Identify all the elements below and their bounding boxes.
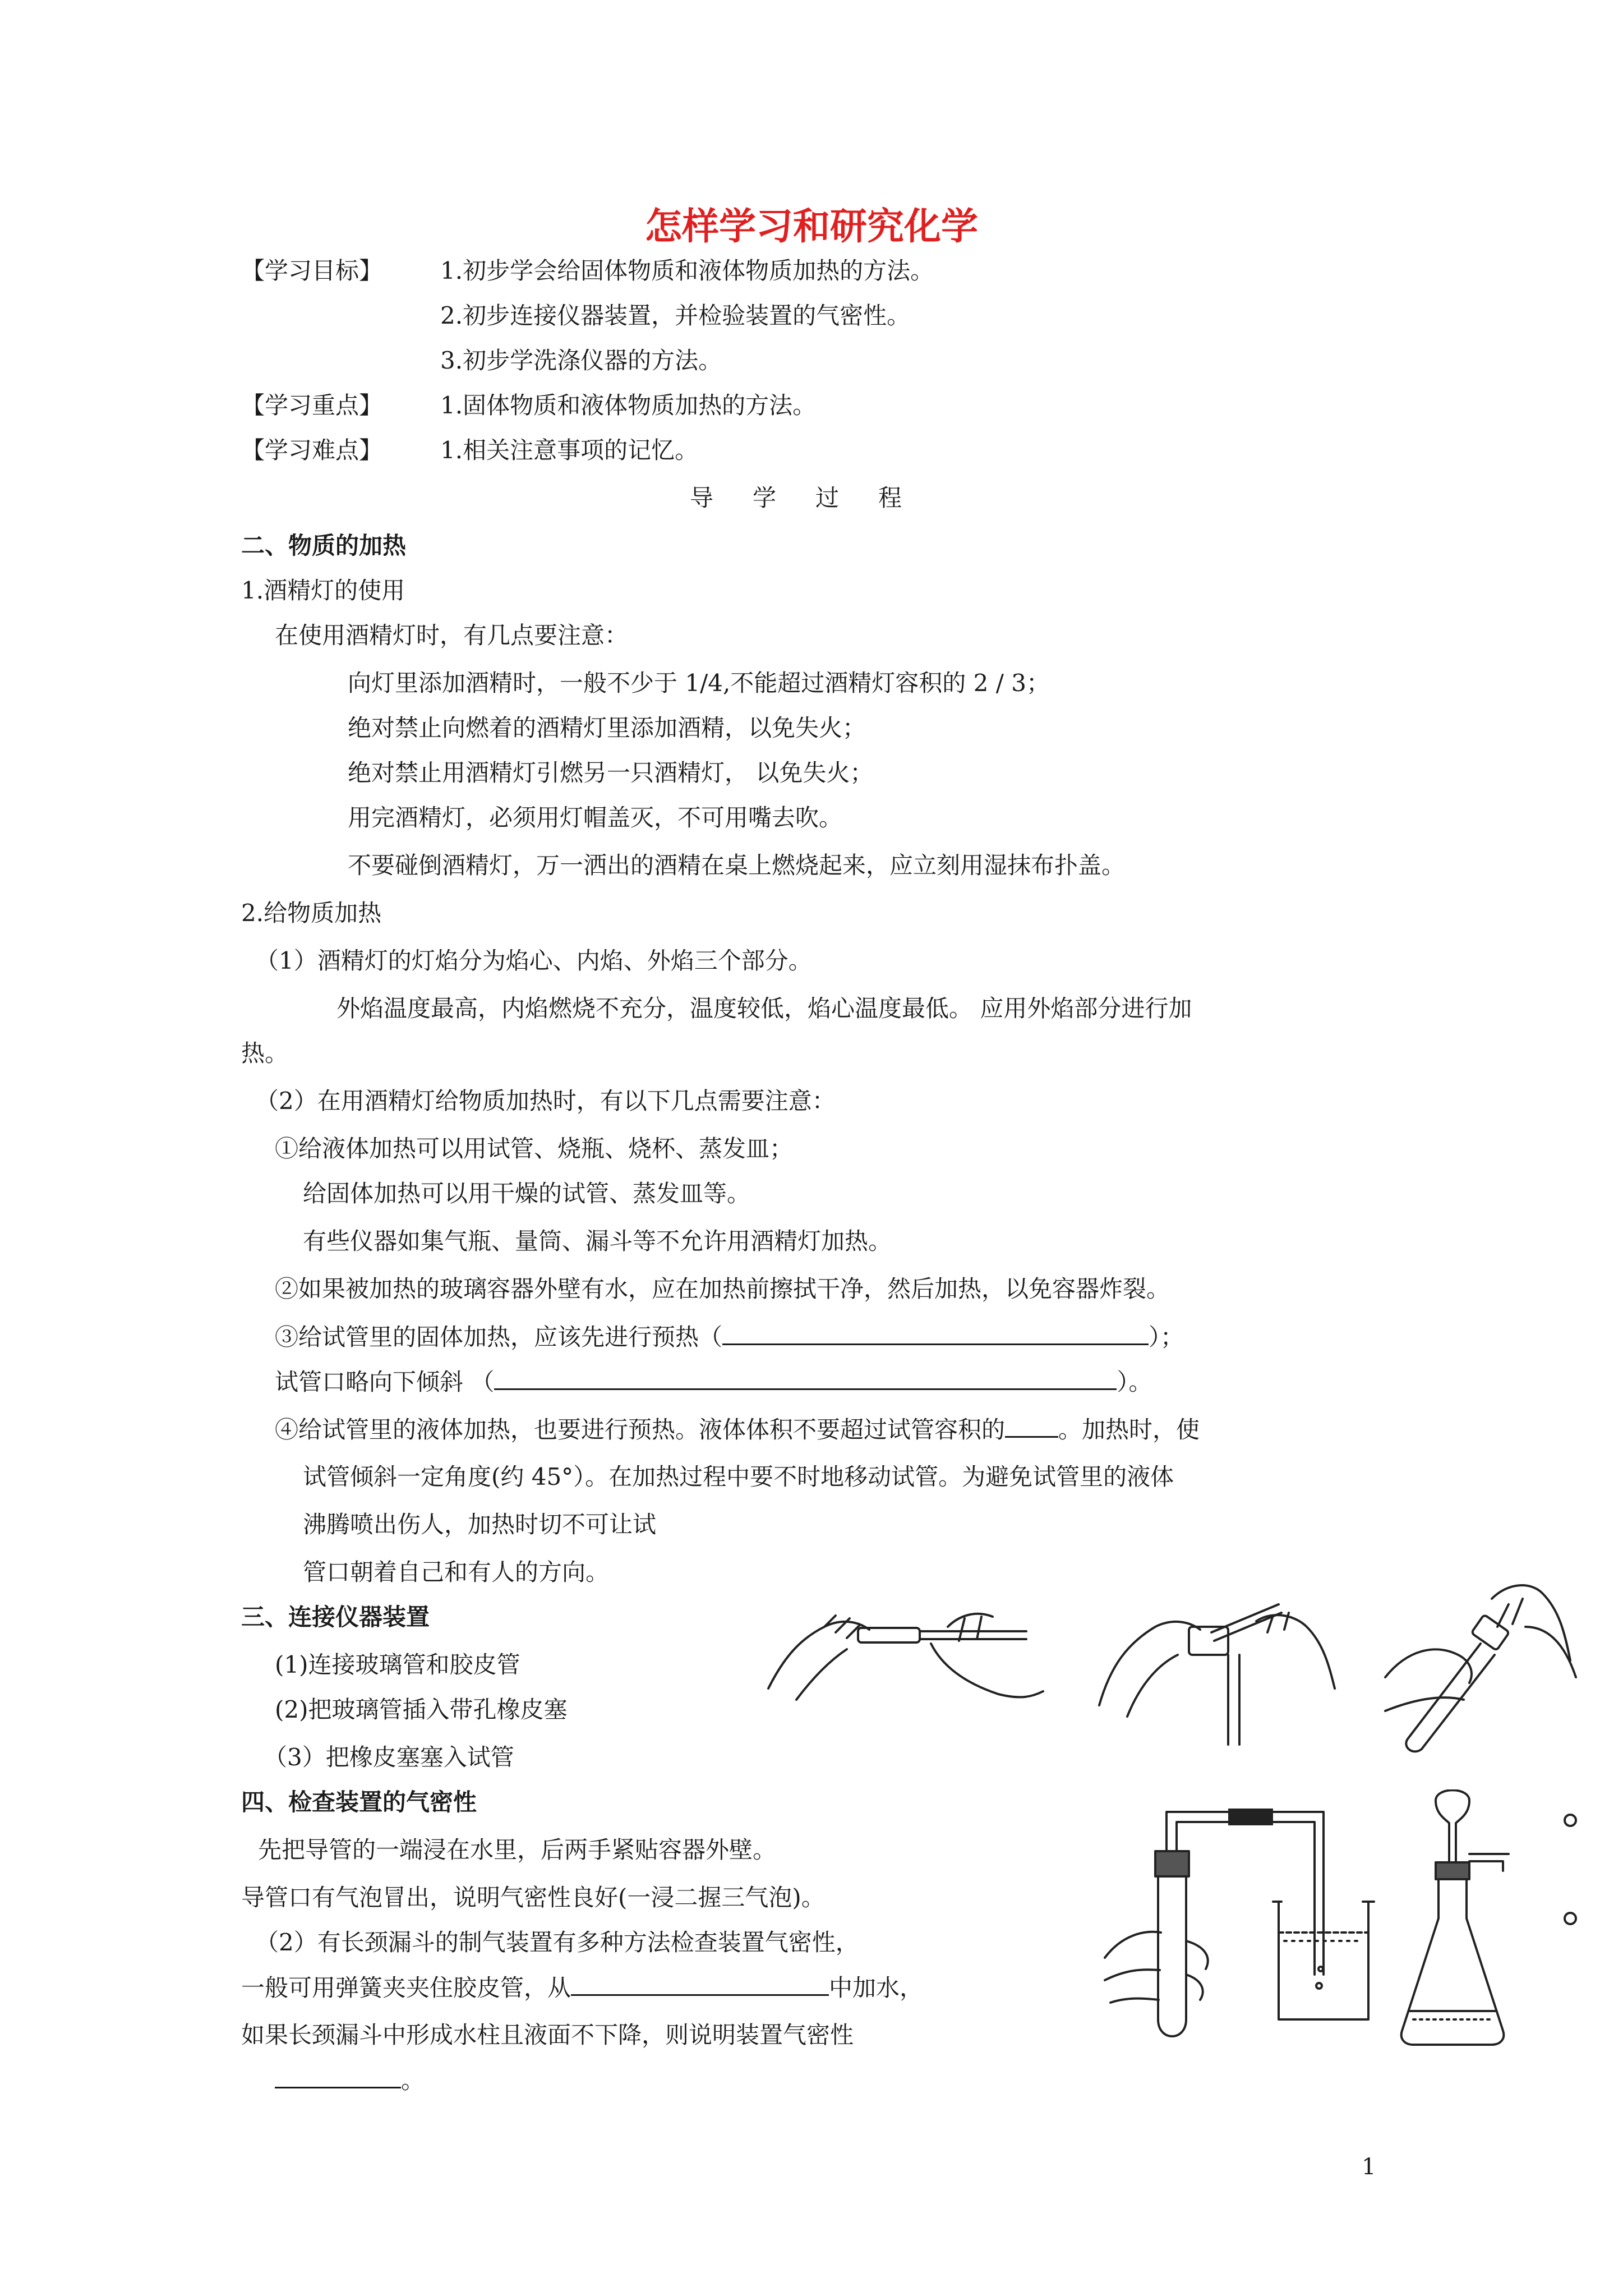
objective-item: 1.初步学会给固体物质和液体物质加热的方法。 [440,257,934,284]
page-number: 1 [1362,2154,1376,2180]
difficulty-text: 1.相关注意事项的记忆。 [440,436,699,464]
note-3a [275,1321,1184,1353]
rule-item: 绝对禁止向燃着的酒精灯里添加酒精，以免失火； [348,714,866,742]
note-2: ②如果被加热的玻璃容器外壁有水，应在加热前擦拭干净，然后加热，以免容器炸裂。 [275,1275,1170,1303]
flame-parts: （1）酒精灯的灯焰分为焰心、内焰、外焰三个部分。 [255,947,812,974]
section4-heading: 四、检查装置的气密性 [241,1788,477,1816]
connect-step: （3）把橡皮塞塞入试管 [264,1743,514,1771]
airtight-step: 先把导管的一端浸在水里，后两手紧贴容器外壁。 [258,1836,777,1864]
note-1c: 有些仪器如集气瓶、量筒、漏斗等不允许用酒精灯加热。 [303,1227,892,1255]
flame-temperature: 外焰温度最高，内焰燃烧不充分，温度较低，焰心温度最低。 应用外焰部分进行加 [336,995,1192,1022]
answer-blank[interactable] [1005,1414,1058,1438]
airtight-step: 导管口有气泡冒出，说明气密性良好(一浸二握三气泡)。 [241,1884,825,1911]
test-tube-and-beaker-drawing [1105,1809,1374,2036]
stopper-insertion-drawing [1099,1604,1335,1745]
answer-blank[interactable] [494,1366,1117,1390]
note-1: ①给液体加热可以用试管、烧瓶、烧杯、蒸发皿； [275,1135,794,1162]
objectives-label: 【学习目标】 [241,257,383,284]
airtight-final-end: 。 [401,2067,425,2094]
airtight-step: 如果长颈漏斗中形成水柱且液面不下降，则说明装置气密性 [241,2021,854,2049]
tube-connection-drawing [768,1614,1043,1700]
airtight-step-text: 一般可用弹簧夹夹住胶皮管，从 [241,1974,571,2001]
airtight-step-fill [241,1972,923,2004]
answer-blank[interactable] [275,2064,401,2088]
section3-heading: 三、连接仪器装置 [241,1603,430,1631]
rule-item: 用完酒精灯，必须用灯帽盖灭，不可用嘴去吹。 [348,804,843,831]
section2-sub1: 1.酒精灯的使用 [241,577,405,604]
note-3b-text: 试管口略向下倾斜 （ [275,1368,495,1396]
note-3b [275,1366,1152,1398]
airtight-step: （2）有长颈漏斗的制气装置有多种方法检查装置气密性， [255,1929,859,1956]
process-heading: 导学过程 [690,484,942,512]
connect-apparatus-illustration [763,1565,1604,1761]
funnel-flask-drawing [1401,1790,1509,2045]
answer-blank[interactable] [571,1972,829,1996]
section2-intro: 在使用酒精灯时，有几点要注意： [275,622,629,649]
note-4a [275,1414,1200,1446]
note-4a-end: 。加热时，使 [1058,1416,1200,1443]
flame-temperature-cont: 热。 [241,1039,289,1067]
objective-item: 2.初步连接仪器装置，并检验装置的气密性。 [440,302,911,329]
rule-item: 不要碰倒酒精灯，万一洒出的酒精在桌上燃烧起来，应立刻用湿抹布扑盖。 [348,852,1126,879]
section2-heading: 二、物质的加热 [241,532,407,559]
difficulty-label: 【学习难点】 [241,436,383,464]
note-3a-text: ③给试管里的固体加热，应该先进行预热（ [275,1323,723,1351]
section2-sub2: 2.给物质加热 [241,899,382,927]
answer-blank[interactable] [722,1321,1149,1345]
note-3b-end: ）。 [1117,1368,1152,1396]
heating-notes-intro: （2）在用酒精灯给物质加热时，有以下几点需要注意： [255,1087,836,1115]
connect-step: (2)把玻璃管插入带孔橡皮塞 [275,1696,568,1723]
note-4c: 沸腾喷出伤人，加热时切不可让试 [303,1511,657,1538]
bubble-icon [1565,1815,1576,1826]
rule-item: 绝对禁止用酒精灯引燃另一只酒精灯， 以免失火； [348,759,874,786]
airtightness-check-illustration [1099,1789,1587,2070]
airtight-step-end: 中加水， [829,1974,924,2001]
note-1b: 给固体加热可以用干燥的试管、蒸发皿等。 [303,1180,751,1207]
document-title: 怎样学习和研究化学 [645,205,978,248]
focus-label: 【学习重点】 [241,392,383,419]
bubble-icon [1565,1913,1576,1924]
focus-text: 1.固体物质和液体物质加热的方法。 [440,392,817,419]
note-4b: 试管倾斜一定角度(约 45°）。在加热过程中要不时地移动试管。为避免试管里的液体 [303,1463,1174,1490]
airtight-step-final [275,2064,425,2096]
test-tube-stopper-drawing [1385,1585,1576,1751]
objective-item: 3.初步学洗涤仪器的方法。 [440,347,722,374]
note-4d: 管口朝着自己和有人的方向。 [303,1558,610,1586]
note-3a-end: ）； [1149,1323,1184,1351]
rule-item: 向灯里添加酒精时，一般不少于 1/4,不能超过酒精灯容积的 2 / 3； [348,669,1050,697]
note-4a-text: ④给试管里的液体加热，也要进行预热。液体体积不要超过试管容积的 [275,1416,1006,1443]
connect-step: (1)连接玻璃管和胶皮管 [275,1651,520,1678]
